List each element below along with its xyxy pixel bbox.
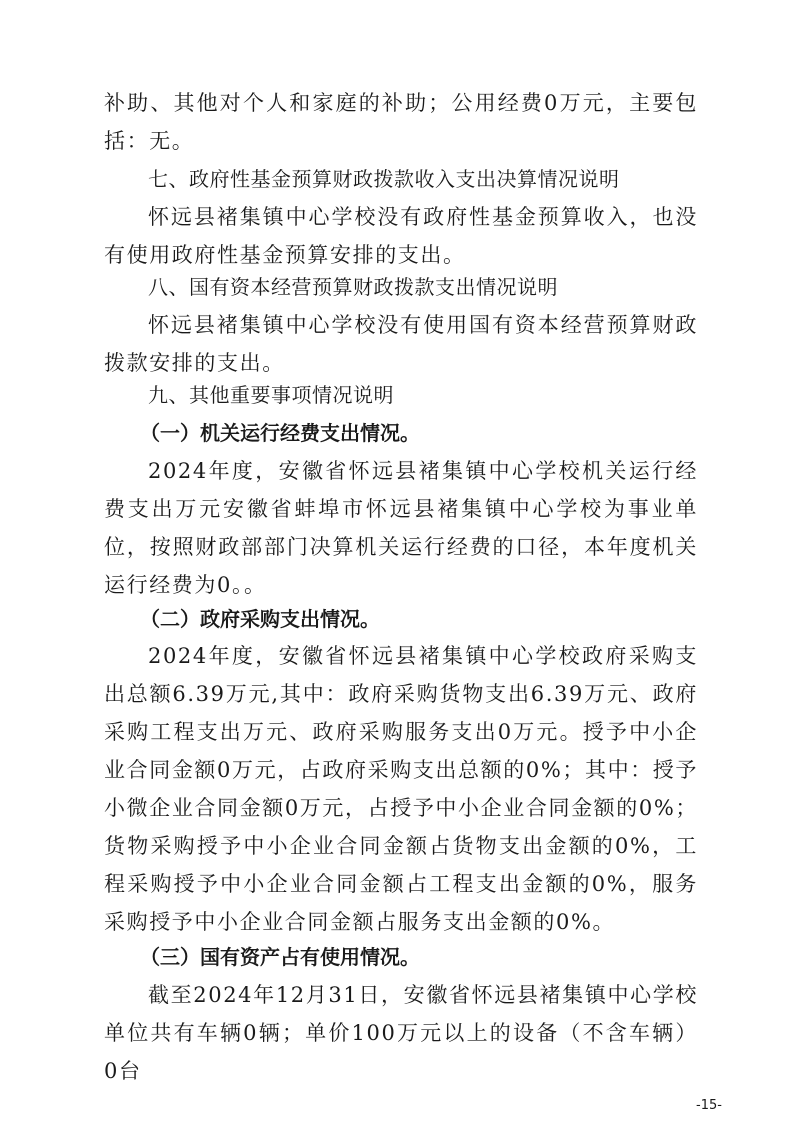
subsection-heading-3: （三）国有资产占有使用情况。 [140,945,420,969]
paragraph-subsection-3: 截至2024年12月31日，安徽省怀远县褚集镇中心学校单位共有车辆0辆；单价100万元以上的设备（不含车辆）0台 [104,983,698,1083]
section-heading-9: 九、其他重要事项情况说明 [148,383,394,407]
paragraph-subsection-2: 2024年度，安徽省怀远县褚集镇中心学校政府采购支出总额6.39万元,其中：政府采购货物支出6.39万元、政府采购工程支出万元、政府采购服务支出0万元。授予中小企业合同金额0万元，占政府采购支出总额的0%；其中：授予小微企业合同金额0万元，占授予中小企业合同金额的0%；货物采购授予中小企业合同金额占货物支出金额的0%，工程采购授予中小企业合同金额占工程支出金额的0%，服务采购授予中小企业合同金额占服务支出金额的0%。 [104,644,698,934]
page-number: -15- [696,1098,722,1113]
paragraph-continuation: 补助、其他对个人和家庭的补助；公用经费0万元，主要包括：无。 [104,91,698,153]
paragraph-section-7: 怀远县褚集镇中心学校没有政府性基金预算收入，也没有使用政府性基金预算安排的支出。 [104,205,698,267]
paragraph-section-8: 怀远县褚集镇中心学校没有使用国有资本经营预算财政拨款安排的支出。 [104,313,698,375]
subsection-heading-1: （一）机关运行经费支出情况。 [140,421,420,445]
paragraph-subsection-1: 2024年度，安徽省怀远县褚集镇中心学校机关运行经费支出万元安徽省蚌埠市怀远县褚集镇中心学校为事业单位，按照财政部部门决算机关运行经费的口径，本年度机关运行经费为0。。 [104,459,698,597]
section-heading-7: 七、政府性基金预算财政拨款收入支出决算情况说明 [148,167,620,191]
section-heading-8: 八、国有资本经营预算财政拨款支出情况说明 [148,275,558,299]
subsection-heading-2: （二）政府采购支出情况。 [140,607,380,631]
